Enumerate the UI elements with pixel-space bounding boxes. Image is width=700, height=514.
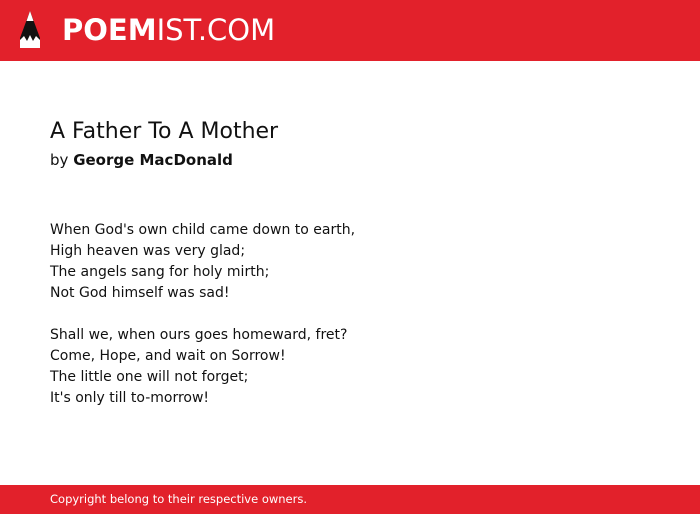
- logo-bold-text: POEM: [62, 13, 157, 47]
- poem-line: The little one will not forget;: [50, 369, 249, 385]
- poem-line: Come, Hope, and wait on Sorrow!: [50, 348, 286, 364]
- poem-line: Not God himself was sad!: [50, 285, 230, 301]
- stanza: [50, 325, 650, 409]
- pencil-tip-icon[interactable]: [18, 10, 42, 50]
- poem-byline: [50, 150, 650, 170]
- site-footer: [0, 485, 700, 514]
- stanza: [50, 220, 650, 304]
- poem-title: A Father To A Mother: [50, 119, 279, 144]
- by-prefix: by: [50, 151, 69, 169]
- poem-content: [50, 118, 650, 430]
- poem-body: [50, 220, 650, 409]
- poem-line: It's only till to-morrow!: [50, 390, 210, 406]
- poem-line: High heaven was very glad;: [50, 243, 246, 259]
- site-header: [0, 0, 700, 61]
- poem-line: Shall we, when ours goes homeward, fret?: [50, 327, 348, 343]
- logo-light-text: IST.COM: [156, 13, 276, 47]
- site-logo[interactable]: [62, 13, 275, 47]
- copyright-text: Copyright belong to their respective owners.: [50, 492, 308, 506]
- author-name[interactable]: George MacDonald: [73, 151, 233, 169]
- poem-line: The angels sang for holy mirth;: [50, 264, 270, 280]
- poem-line: When God's own child came down to earth,: [50, 222, 356, 238]
